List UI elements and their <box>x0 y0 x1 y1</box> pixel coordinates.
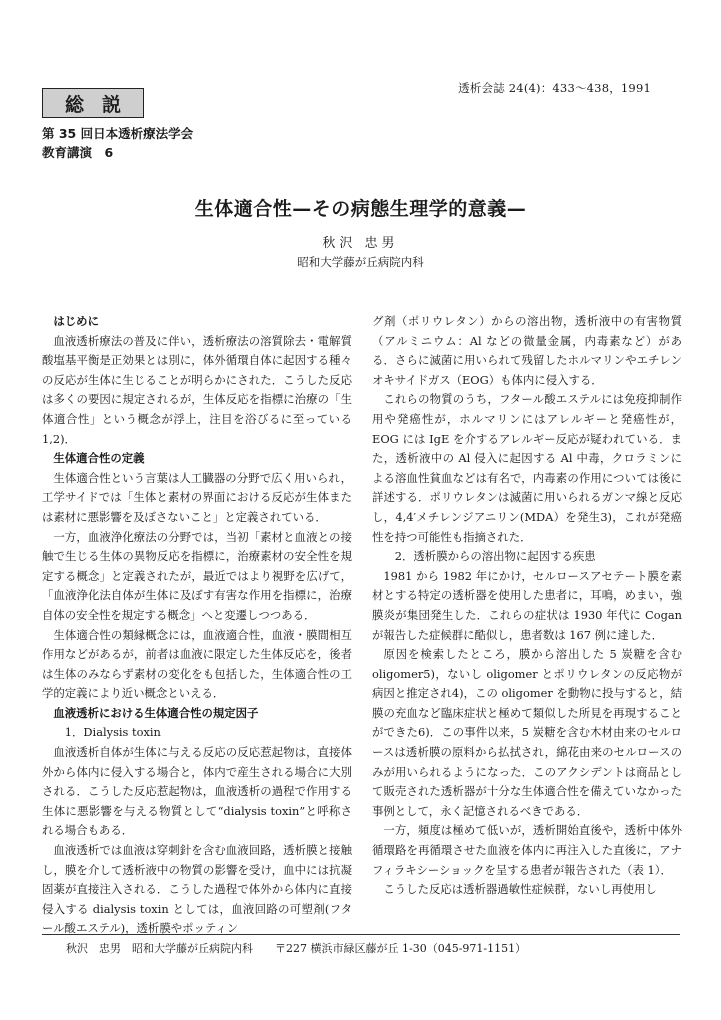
paragraph: 一方，頻度は極めて低いが，透析開始直後や，透析中体外循環路を再循環させた血液を体内に再注入した直後に，アナフィラキシーショックを呈する患者が報告された（表 1）． <box>372 823 682 877</box>
paragraph: 生体適合性という言葉は人工臓器の分野で広く用いられ，工学サイドでは「生体と素材の界面における反応が生体または素材に悪影響を及ぼさないこと」と定義されている． <box>42 470 352 524</box>
subsection-heading: 2．透析膜からの溶出物に起因する疾患 <box>394 549 596 564</box>
paragraph: 1981 から 1982 年にかけ，セルロースアセテート膜を素材とする特定の透析器を使用した患者に，耳鳴，めまい，強膜炎が集団発生した．これらの症状は 1930 年代に Cogan が報告した症候群に酷似し，患者数は 167 例に達した． <box>372 568 682 642</box>
footer-rule <box>42 934 680 935</box>
subsection-heading: 1．Dialysis toxin <box>64 725 161 740</box>
author-affiliation: 昭和大学藤が丘病院内科 <box>297 255 424 269</box>
section-heading: 血液透析における生体適合性の規定因子 <box>53 705 259 720</box>
paragraph: これらの物質のうち，フタール酸エステルには免疫抑制作用や発癌性が，ホルマリンにはアレルギーと発癌性が，EOG には IgE を介するアレルギー反応が疑われている．また，透析液中の Al 侵入に起因する Al 中毒，クロラミンによる溶血性貧血などは有名で，内毒素の作用については後に詳述する．ポリウレタンは滅菌に用いられるガンマ線と反応し，4,4′メチレンジアニリン(MDA）を発生3)，これが発癌性を持つ可能性も指摘された． <box>372 392 682 544</box>
paragraph: 血液透析自体が生体に与える反応の反応惹起物は，直接体外から体内に侵入する場合と，体内で産生される場合に大別される．こうした反応惹起物は，血液透析の過程で作用する生体に悪影響を与える物質として“dialysis toxin”と呼称される場合もある． <box>42 745 352 838</box>
left-column <box>42 312 352 939</box>
paragraph: 一方，血液浄化療法の分野では，当初「素材と血液との接触で生じる生体の異物反応を指標に，治療素材の安全性を規定する概念」と定義されたが，最近ではより視野を広げて，「血液浄化法自体が生体に及ぼす有害な作用を指標に，治療自体の安全性を規定する概念」へと変遷しつつある． <box>42 529 352 622</box>
paragraph: 血液透析療法の普及に伴い，透析療法の溶質除去・電解質酸塩基平衡是正効果とは別に，体外循環自体に起因する種々の反応が生体に生じることが明らかにされた．こうした反応は多くの要因に規定されるが，生体反応を指標に治療の「生体適合性」という概念が浮上，注目を浴びるに至っている1,2)． <box>42 333 352 446</box>
paragraph: グ剤（ポリウレタン）からの溶出物，透析液中の有害物質（アルミニウム：Al などの微量金属，内毒素など）がある．さらに滅菌に用いられて残留したホルマリンやエチレンオキサイドガス（EOG）も体内に侵入する． <box>372 314 682 387</box>
section-label: 総説 <box>42 88 144 118</box>
journal-citation: 透析会誌 24(4)：433〜438，1991 <box>458 81 651 95</box>
section-heading: はじめに <box>53 314 99 328</box>
lecture-label: 教育講演 6 <box>42 145 114 160</box>
paragraph: 血液透析では血液は穿刺針を含む血液回路，透析膜と接触し，膜を介して透析液中の物質の影響を受け，血中には抗凝固薬が直接注入される．こうした過程で体外から体内に直接侵入する dialysis toxin としては，血液回路の可塑剤(フタール酸エステル)，透析膜やポッティン <box>42 843 352 936</box>
paragraph: 原因を検索したところ，膜から溶出した 5 炭糖を含む oligomer5)，ないし oligomer とポリウレタンの反応物が病因と推定され4)，この oligomer を動物に投与すると，結膜の充血など臨床症状と極めて類似した所見を再現することができた6)．この事件以来，5 炭糖を含む木材由来のセルロースは透析膜の原料から払拭され，綿花由来のセルロースのみが用いられるようになった．このアクシデントは商品として販売された透析器が十分な生体適合性を備えていなかった事例として，永く記憶されるべきである． <box>372 647 682 818</box>
meeting-name: 第 35 回日本透析療法学会 <box>42 126 194 141</box>
right-column <box>372 312 682 900</box>
author-name: 秋沢 忠男 <box>322 236 399 251</box>
paragraph: 生体適合性の類縁概念には，血液適合性，血液・膜間相互作用などがあるが，前者は血液に限定した生体反応を，後者は生体のみならず素材の変化をも包括した，生体適合性の工学的定義により近い概念といえる． <box>42 627 352 701</box>
paragraph: こうした反応は透析器過敏性症候群，ないし再使用し <box>383 882 657 897</box>
article-title: 生体適合性—その病態生理学的意義— <box>194 198 527 220</box>
author-address-footer: 秋沢 忠男 昭和大学藤が丘病院内科 〒227 横浜市緑区藤が丘 1-30（045-971-1151） <box>66 942 527 955</box>
section-heading: 生体適合性の定義 <box>53 451 145 466</box>
